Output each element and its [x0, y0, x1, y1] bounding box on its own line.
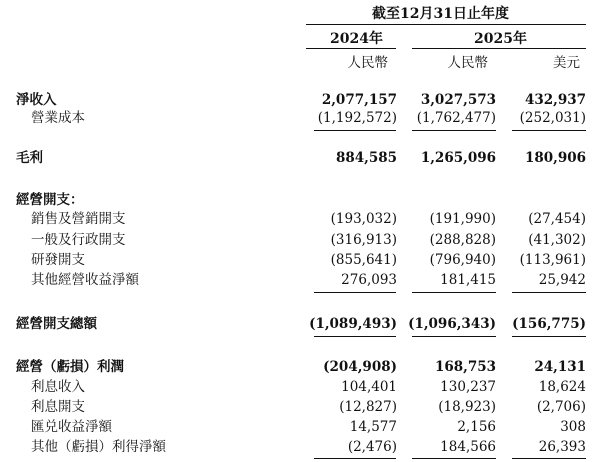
value-2025-rmb: 184,566	[440, 439, 496, 455]
value-2024-rmb: (855,641)	[330, 252, 397, 268]
value-2025-usd: (41,302)	[528, 232, 586, 248]
row-label: 經營開支總額	[16, 316, 97, 332]
row-interest-expense	[0, 397, 600, 417]
row-label: 其他經營收益淨額	[31, 272, 139, 288]
row-label: 利息開支	[31, 399, 85, 415]
currency-header-3: 美元	[553, 55, 580, 71]
underline	[314, 336, 396, 337]
row-other-gain-loss	[0, 437, 600, 457]
row-cost-of-revenue	[0, 108, 600, 128]
header-rule-period	[306, 24, 586, 25]
value-2025-usd: 18,624	[538, 379, 586, 395]
value-2025-rmb: (796,940)	[429, 252, 496, 268]
row-label: 銷售及營銷開支	[31, 211, 126, 227]
row-label: 營業成本	[31, 110, 85, 126]
underline	[314, 130, 396, 131]
value-2025-rmb: 181,415	[440, 272, 496, 288]
row-label: 其他（虧損）利得淨額	[31, 439, 166, 455]
value-2025-rmb: (288,828)	[429, 232, 496, 248]
row-label: 毛利	[16, 150, 43, 166]
value-2024-rmb: (2,476)	[347, 439, 397, 455]
value-2025-usd: (252,031)	[519, 110, 586, 126]
row-interest-income	[0, 377, 600, 397]
value-2025-rmb: 3,027,573	[420, 92, 496, 108]
row-label: 匯兑收益淨額	[31, 419, 112, 435]
value-2024-rmb: (193,032)	[330, 211, 397, 227]
underline	[512, 292, 586, 293]
row-general-administrative	[0, 230, 600, 250]
year-header-2025: 2025年	[474, 31, 527, 47]
value-2025-usd: 180,906	[524, 150, 586, 166]
currency-header-1: 人民幣	[347, 55, 388, 71]
row-label: 一般及行政開支	[31, 232, 126, 248]
row-selling-marketing	[0, 209, 600, 229]
value-2024-rmb: (12,827)	[339, 399, 397, 415]
underline	[314, 458, 396, 459]
value-2024-rmb: (1,089,493)	[309, 316, 397, 332]
value-2025-usd: (27,454)	[528, 211, 586, 227]
period-header: 截至12月31日止年度	[372, 6, 509, 22]
value-2024-rmb: (204,908)	[323, 359, 397, 375]
value-2024-rmb: 2,077,157	[321, 92, 397, 108]
value-2025-usd: 432,937	[524, 92, 586, 108]
row-fx-gain	[0, 417, 600, 437]
value-2025-rmb: (1,096,343)	[408, 316, 496, 332]
row-operating-expenses-heading	[0, 190, 600, 210]
row-other-operating-income	[0, 270, 600, 290]
row-net-revenue	[0, 90, 600, 110]
value-2025-usd: (113,961)	[519, 252, 586, 268]
underline	[412, 458, 496, 459]
row-label: 研發開支	[31, 252, 85, 268]
value-2025-usd: (156,775)	[512, 316, 586, 332]
value-2025-rmb: (1,762,477)	[416, 110, 496, 126]
underline	[512, 458, 586, 459]
value-2025-usd: (2,706)	[536, 399, 586, 415]
value-2024-rmb: 884,585	[335, 150, 397, 166]
value-2025-rmb: (18,923)	[438, 399, 496, 415]
value-2024-rmb: 14,577	[349, 419, 397, 435]
value-2025-rmb: (191,990)	[429, 211, 496, 227]
row-label: 淨收入	[16, 92, 57, 108]
value-2025-usd: 308	[560, 419, 586, 435]
underline	[412, 292, 496, 293]
value-2024-rmb: 104,401	[341, 379, 397, 395]
value-2025-rmb: 1,265,096	[420, 150, 496, 166]
value-2024-rmb: 276,093	[341, 272, 397, 288]
underline	[412, 336, 496, 337]
row-total-operating-expenses	[0, 314, 600, 334]
value-2025-rmb: 2,156	[457, 419, 496, 435]
row-operating-profit-loss	[0, 357, 600, 377]
underline	[314, 292, 396, 293]
underline	[512, 336, 586, 337]
value-2024-rmb: (316,913)	[330, 232, 397, 248]
underline	[512, 130, 586, 131]
currency-header-2: 人民幣	[447, 55, 488, 71]
row-research-development	[0, 250, 600, 270]
year-header-2024: 2024年	[330, 31, 383, 47]
row-label: 經營（虧損）利潤	[16, 359, 124, 375]
value-2024-rmb: (1,192,572)	[317, 110, 397, 126]
value-2025-usd: 26,393	[538, 439, 586, 455]
value-2025-usd: 24,131	[534, 359, 586, 375]
header-rule-2025	[412, 48, 586, 49]
header-rule-2024	[306, 48, 396, 49]
value-2025-rmb: 130,237	[440, 379, 496, 395]
row-label: 經營開支：	[16, 192, 84, 208]
row-gross-profit	[0, 148, 600, 168]
row-label: 利息收入	[31, 379, 85, 395]
underline	[412, 130, 496, 131]
value-2025-usd: 25,942	[538, 272, 586, 288]
value-2025-rmb: 168,753	[434, 359, 496, 375]
